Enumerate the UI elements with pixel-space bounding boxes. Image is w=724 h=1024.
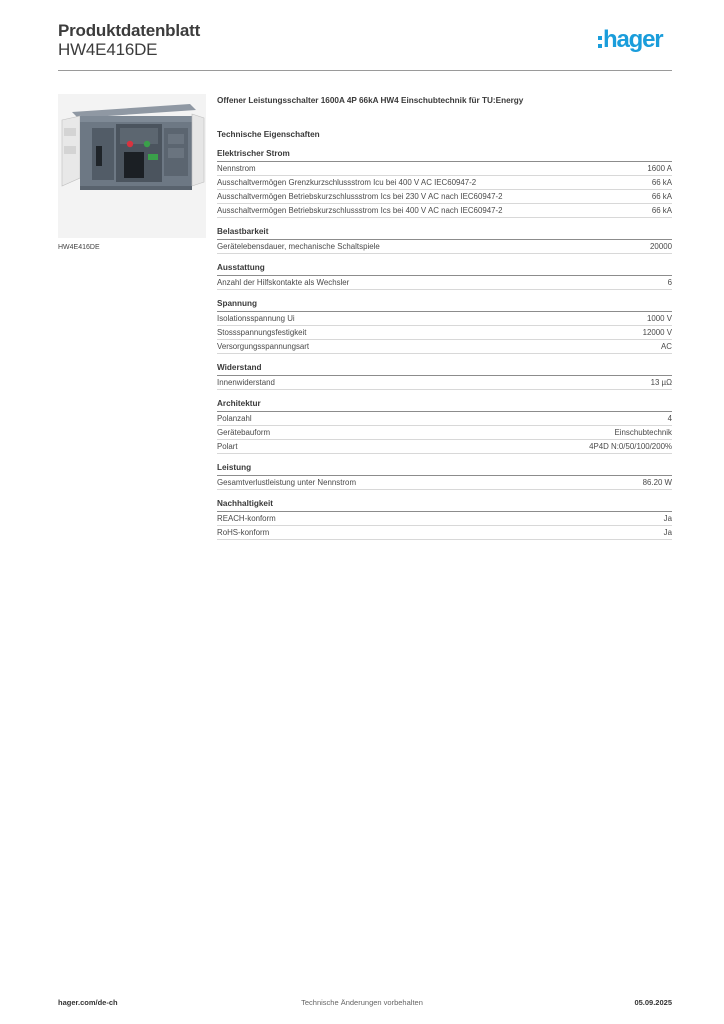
property-label: REACH-konform [217, 514, 276, 523]
property-label: Stossspannungsfestigkeit [217, 328, 307, 337]
group-title: Spannung [217, 299, 672, 312]
property-value: 1600 A [647, 164, 672, 173]
property-row [217, 440, 672, 454]
property-value: 66 kA [651, 178, 672, 187]
property-label: Versorgungsspannungsart [217, 342, 310, 351]
property-label: Ausschaltvermögen Betriebskurzschlussstrom Ics bei 400 V AC nach IEC60947-2 [217, 206, 503, 215]
property-label: Nennstrom [217, 164, 256, 173]
property-label: Ausschaltvermögen Grenzkurzschlussstrom Icu bei 400 V AC IEC60947-2 [217, 178, 477, 187]
property-row [217, 276, 672, 290]
image-caption: HW4E416DE [58, 244, 100, 251]
group-title: Architektur [217, 399, 672, 412]
property-label: Gerätebauform [217, 428, 271, 437]
product-image [58, 94, 206, 238]
property-value: 4 [667, 414, 672, 423]
property-value: Einschubtechnik [614, 428, 672, 437]
logo-dots-icon [598, 36, 602, 48]
property-row [217, 240, 672, 254]
property-group [217, 499, 672, 540]
property-value: 86.20 W [642, 478, 672, 487]
logo-text: hager [603, 26, 663, 53]
property-row [217, 312, 672, 326]
property-row [217, 426, 672, 440]
property-label: Innenwiderstand [217, 378, 275, 387]
property-value: 6 [667, 278, 672, 287]
section-heading: Technische Eigenschaften [217, 130, 320, 139]
property-row [217, 376, 672, 390]
group-title: Belastbarkeit [217, 227, 672, 240]
page-title: Produktdatenblatt [58, 21, 201, 40]
property-label: Polart [217, 442, 238, 451]
property-value: 13 µΩ [650, 378, 672, 387]
property-row [217, 512, 672, 526]
property-value: 12000 V [642, 328, 672, 337]
property-group [217, 263, 672, 290]
footer-notice: Technische Änderungen vorbehalten [301, 998, 423, 1007]
property-groups [217, 149, 672, 540]
header-divider [58, 70, 672, 71]
group-title: Nachhaltigkeit [217, 499, 672, 512]
property-value: AC [661, 342, 672, 351]
property-value: 1000 V [646, 314, 672, 323]
property-group [217, 399, 672, 454]
property-label: Polanzahl [217, 414, 252, 423]
group-title: Leistung [217, 463, 672, 476]
group-title: Ausstattung [217, 263, 672, 276]
product-description: Offener Leistungsschalter 1600A 4P 66kA HW4 Einschubtechnik für TU:Energy [217, 96, 524, 105]
property-row [217, 326, 672, 340]
footer-date: 05.09.2025 [634, 998, 672, 1007]
property-value: Ja [663, 528, 672, 537]
property-value: 4P4D N:0/50/100/200% [589, 442, 672, 451]
product-datasheet [217, 96, 672, 540]
property-label: Anzahl der Hilfskontakte als Wechsler [217, 278, 350, 287]
property-value: 66 kA [651, 192, 672, 201]
footer-website[interactable]: hager.com/de-ch [58, 998, 118, 1007]
property-label: Isolationsspannung Ui [217, 314, 295, 323]
circuit-breaker-image [58, 94, 206, 238]
property-value: Ja [663, 514, 672, 523]
property-row [217, 412, 672, 426]
property-group [217, 463, 672, 490]
article-number: HW4E416DE [58, 40, 158, 59]
property-label: RoHS-konform [217, 528, 270, 537]
property-group [217, 227, 672, 254]
group-title: Elektrischer Strom [217, 149, 672, 162]
property-group [217, 363, 672, 390]
property-label: Ausschaltvermögen Betriebskurzschlussstrom Ics bei 230 V AC nach IEC60947-2 [217, 192, 503, 201]
property-row [217, 176, 672, 190]
property-group [217, 299, 672, 354]
property-row [217, 526, 672, 540]
property-value: 66 kA [651, 206, 672, 215]
property-value: 20000 [650, 242, 672, 251]
property-row [217, 162, 672, 176]
property-group [217, 149, 672, 218]
property-row [217, 476, 672, 490]
group-title: Widerstand [217, 363, 672, 376]
property-row [217, 340, 672, 354]
property-label: Gesamtverlustleistung unter Nennstrom [217, 478, 357, 487]
property-row [217, 204, 672, 218]
property-label: Gerätelebensdauer, mechanische Schaltspiele [217, 242, 380, 251]
property-row [217, 190, 672, 204]
hager-logo [598, 26, 662, 54]
